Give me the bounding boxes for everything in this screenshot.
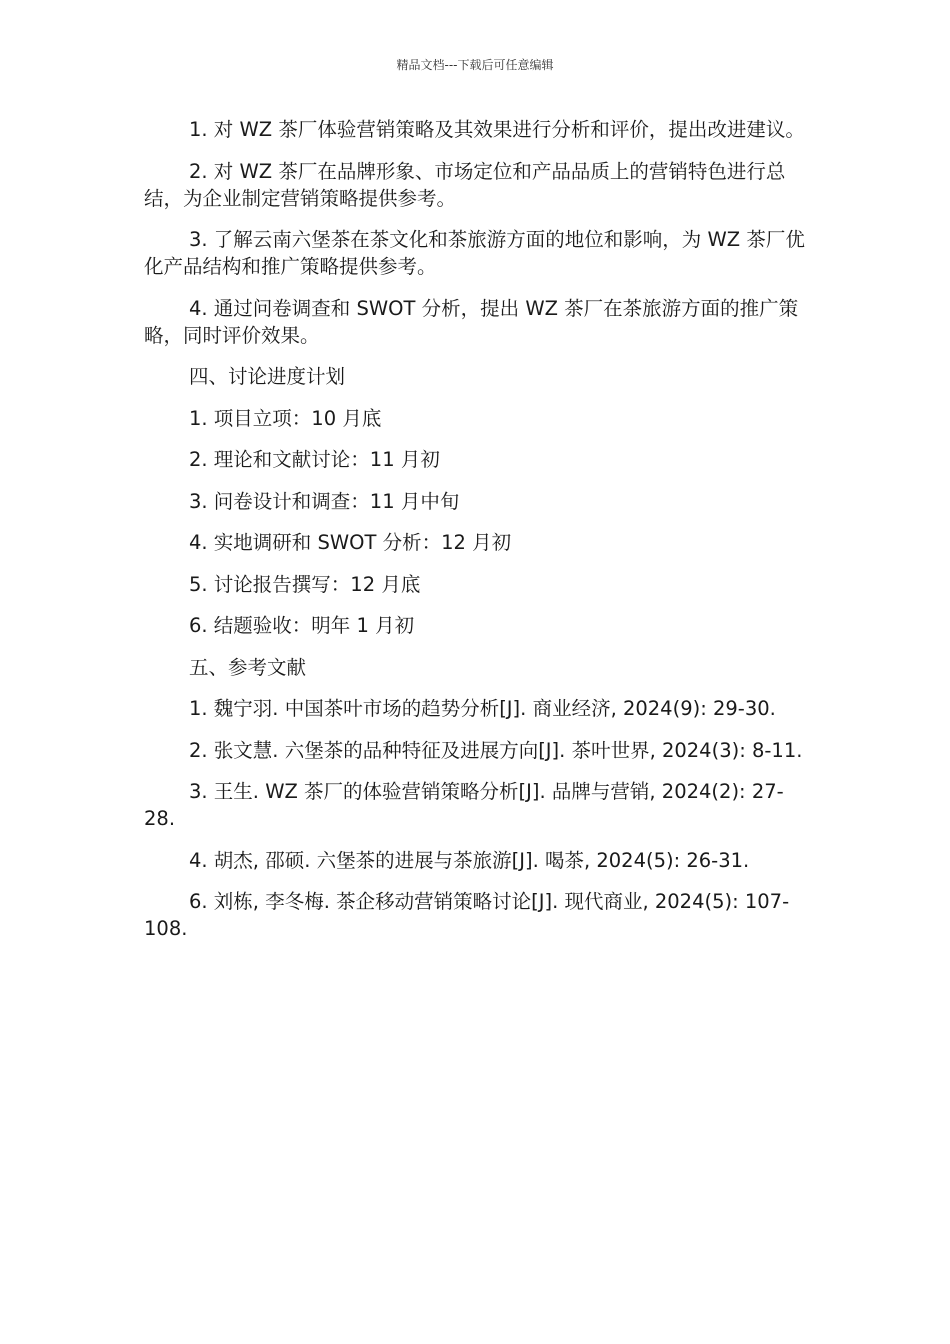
section-heading-schedule: 四、讨论进度计划: [189, 365, 346, 388]
reference-item-1: 1. 魏宁羽. 中国茶叶市场的趋势分析[J]. 商业经济, 2024(9): 29-30.: [189, 697, 776, 720]
schedule-item-1: 1. 项目立项：10 月底: [189, 406, 382, 430]
schedule-item-4: 4. 实地调研和 SWOT 分析：12 月初: [189, 531, 512, 554]
schedule-item-3: 3. 问卷设计和调查：11 月中旬: [189, 489, 460, 513]
objective-item-3: 3. 了解云南六堡茶在茶文化和茶旅游方面的地位和影响，为 WZ 茶厂优化产品结构和推广策略提供参考。: [144, 228, 805, 278]
reference-item-4: 4. 胡杰, 邵硕. 六堡茶的进展与茶旅游[J]. 喝茶, 2024(5): 26-31.: [189, 848, 750, 872]
reference-item-3: 3. 王生. WZ 茶厂的体验营销策略分析[J]. 品牌与营销, 2024(2): 27-28.: [144, 780, 784, 830]
objective-item-4: 4. 通过问卷调查和 SWOT 分析，提出 WZ 茶厂在茶旅游方面的推广策略，同时评价效果。: [144, 296, 799, 347]
page-header: 精品文档---下载后可任意编辑: [396, 58, 554, 72]
objective-item-2: 2. 对 WZ 茶厂在品牌形象、市场定位和产品品质上的营销特色进行总结，为企业制定营销策略提供参考。: [144, 159, 786, 210]
schedule-item-2: 2. 理论和文献讨论：11 月初: [189, 448, 440, 471]
reference-item-2: 2. 张文慧. 六堡茶的品种特征及进展方向[J]. 茶叶世界, 2024(3): 8-11.: [189, 738, 803, 762]
section-heading-references: 五、参考文献: [189, 655, 307, 679]
schedule-item-6: 6. 结题验收：明年 1 月初: [189, 614, 415, 637]
reference-item-6: 6. 刘栋, 李冬梅. 茶企移动营销策略讨论[J]. 现代商业, 2024(5): 107-108.: [144, 890, 790, 940]
document-body: [144, 116, 809, 957]
objective-item-1: 1. 对 WZ 茶厂体验营销策略及其效果进行分析和评价，提出改进建议。: [189, 118, 805, 141]
schedule-item-5: 5. 讨论报告撰写：12 月底: [189, 572, 421, 596]
